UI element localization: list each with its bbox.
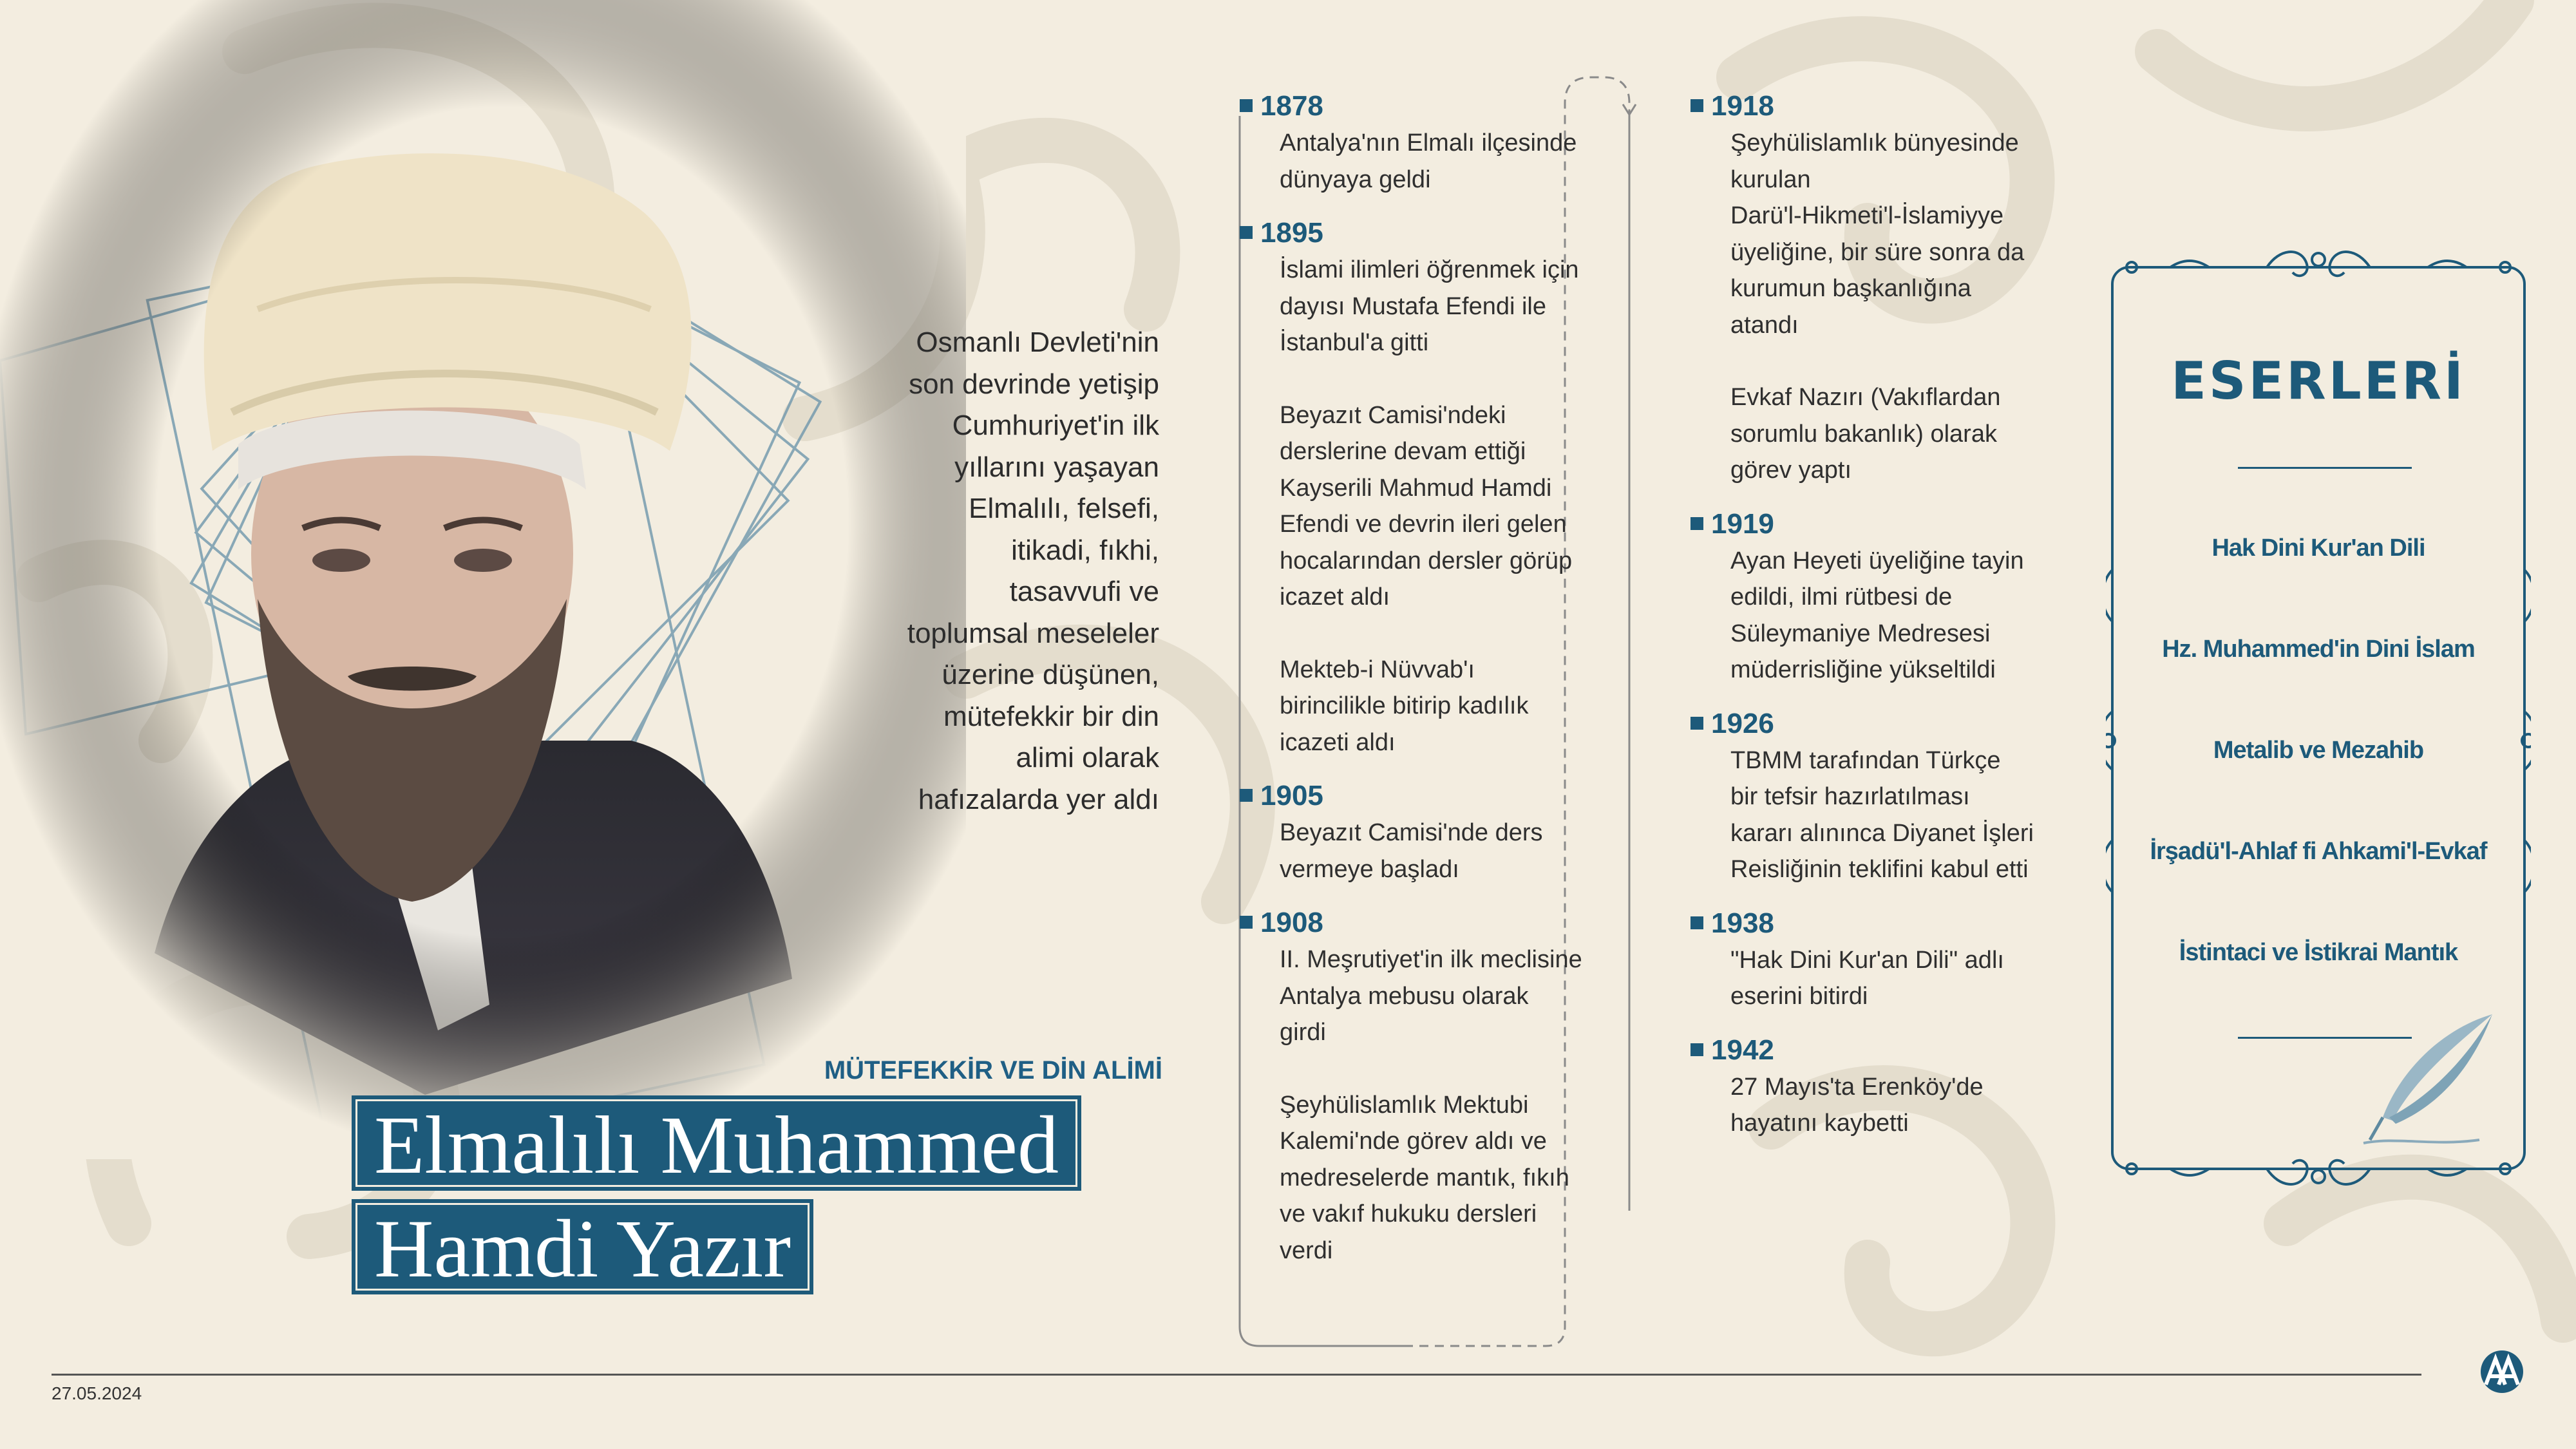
timeline-year: 1919	[1690, 508, 2077, 540]
name-line-1: Elmalılı Muhammed	[355, 1099, 1077, 1187]
works-panel	[2106, 248, 2531, 1188]
timeline-text: Evkaf Nazırı (Vakıflardan sorumlu bakanlık) olarak görev yaptı	[1730, 384, 2001, 484]
work-item: Hak Dini Kur'an Dili	[2211, 535, 2425, 562]
kicker-title: MÜTEFEKKİR VE DİN ALİMİ	[824, 1056, 1162, 1084]
timeline-text: Ayan Heyeti üyeliğine tayin edildi, ilmi rütbesi de Süleymaniye Medresesi müderrisliğine yükseltildi	[1730, 547, 2024, 683]
work-item: Metalib ve Mezahib	[2213, 737, 2424, 764]
timeline-entry-1926	[1690, 708, 2077, 888]
timeline-year: 1905	[1240, 780, 1652, 812]
timeline-text: İslami ilimleri öğrenmek için dayısı Mustafa Efendi ile İstanbul'a gitti	[1280, 256, 1579, 356]
timeline-entry-1942	[1690, 1034, 2077, 1142]
publish-date: 27.05.2024	[52, 1383, 142, 1403]
quill-icon	[2357, 1008, 2505, 1156]
divider	[2238, 467, 2412, 469]
timeline-text: "Hak Dini Kur'an Dili" adlı eserini bitirdi	[1730, 946, 2004, 1010]
timeline-text: 27 Mayıs'ta Erenköy'de hayatını kaybetti	[1730, 1073, 1984, 1137]
timeline-text: Beyazıt Camisi'nde ders vermeye başladı	[1280, 819, 1543, 883]
timeline-right	[1690, 90, 2077, 1161]
timeline-year: 1926	[1690, 708, 2077, 740]
timeline-text: Beyazıt Camisi'ndeki derslerine devam ettiği Kayserili Mahmud Hamdi Efendi ve devrin ileri gelen hocalarından dersler görüp icazet aldı	[1280, 401, 1573, 611]
timeline-entry-1878	[1240, 90, 1652, 198]
timeline-left	[1240, 90, 1652, 1288]
work-item: İstintaci ve İstikrai Mantık	[2179, 939, 2458, 966]
works-list	[2106, 535, 2531, 1040]
timeline-year: 1878	[1240, 90, 1652, 122]
timeline-entry-1895	[1240, 217, 1652, 761]
works-title: ESERLERİ	[2171, 351, 2466, 411]
timeline-year: 1938	[1690, 907, 2077, 940]
timeline-entry-1908	[1240, 907, 1652, 1269]
intro-text	[837, 322, 1159, 820]
work-item: İrşadü'l-Ahlaf fi Ahkami'l-Evkaf	[2150, 838, 2487, 865]
footer-divider	[52, 1374, 2421, 1376]
timeline-entry-1918	[1690, 90, 2077, 489]
name-line-2: Hamdi Yazır	[355, 1203, 810, 1291]
timeline-entry-1919	[1690, 508, 2077, 688]
timeline-year: 1908	[1240, 907, 1652, 939]
timeline-text: Şeyhülislamlık bünyesinde kurulan Darü'l-Hikmeti'l-İslamiyye üyeliğine, bir süre sonra da kurumun başkanlığına atandı	[1730, 129, 2025, 339]
timeline-text: Antalya'nın Elmalı ilçesinde dünyaya geldi	[1280, 129, 1577, 193]
timeline-text: Mekteb-i Nüvvab'ı birincilikle bitirip kadılık icazeti aldı	[1280, 656, 1529, 756]
work-item: Hz. Muhammed'in Dini İslam	[2162, 636, 2475, 663]
timeline-text: Şeyhülislamlık Mektubi Kalemi'nde görev aldı ve medreselerde mantık, fıkıh ve vakıf hukuku dersleri verdi	[1280, 1091, 1569, 1264]
timeline-text: II. Meşrutiyet'in ilk meclisine Antalya mebusu olarak girdi	[1280, 946, 1582, 1046]
intro-paragraph: Osmanlı Devleti'nin son devrinde yetişip Cumhuriyet'in ilk yıllarını yaşayan Elmalılı, felsefi, itikadi, fıkhi, tasavvufi ve toplumsal meseleler üzerine düşünen, mütefekkir bir din alimi olarak hafızalarda yer aldı	[907, 327, 1159, 815]
timeline-year: 1895	[1240, 217, 1652, 249]
timeline-text: TBMM tarafından Türkçe bir tefsir hazırlatılması kararı alınınca Diyanet İşleri Reisliğinin teklifini kabul etti	[1730, 746, 2034, 883]
portrait-area	[0, 0, 966, 1159]
timeline-year: 1918	[1690, 90, 2077, 122]
timeline-entry-1905	[1240, 780, 1652, 887]
timeline-entry-1938	[1690, 907, 2077, 1015]
timeline-year: 1942	[1690, 1034, 2077, 1066]
aa-logo	[2479, 1349, 2524, 1394]
